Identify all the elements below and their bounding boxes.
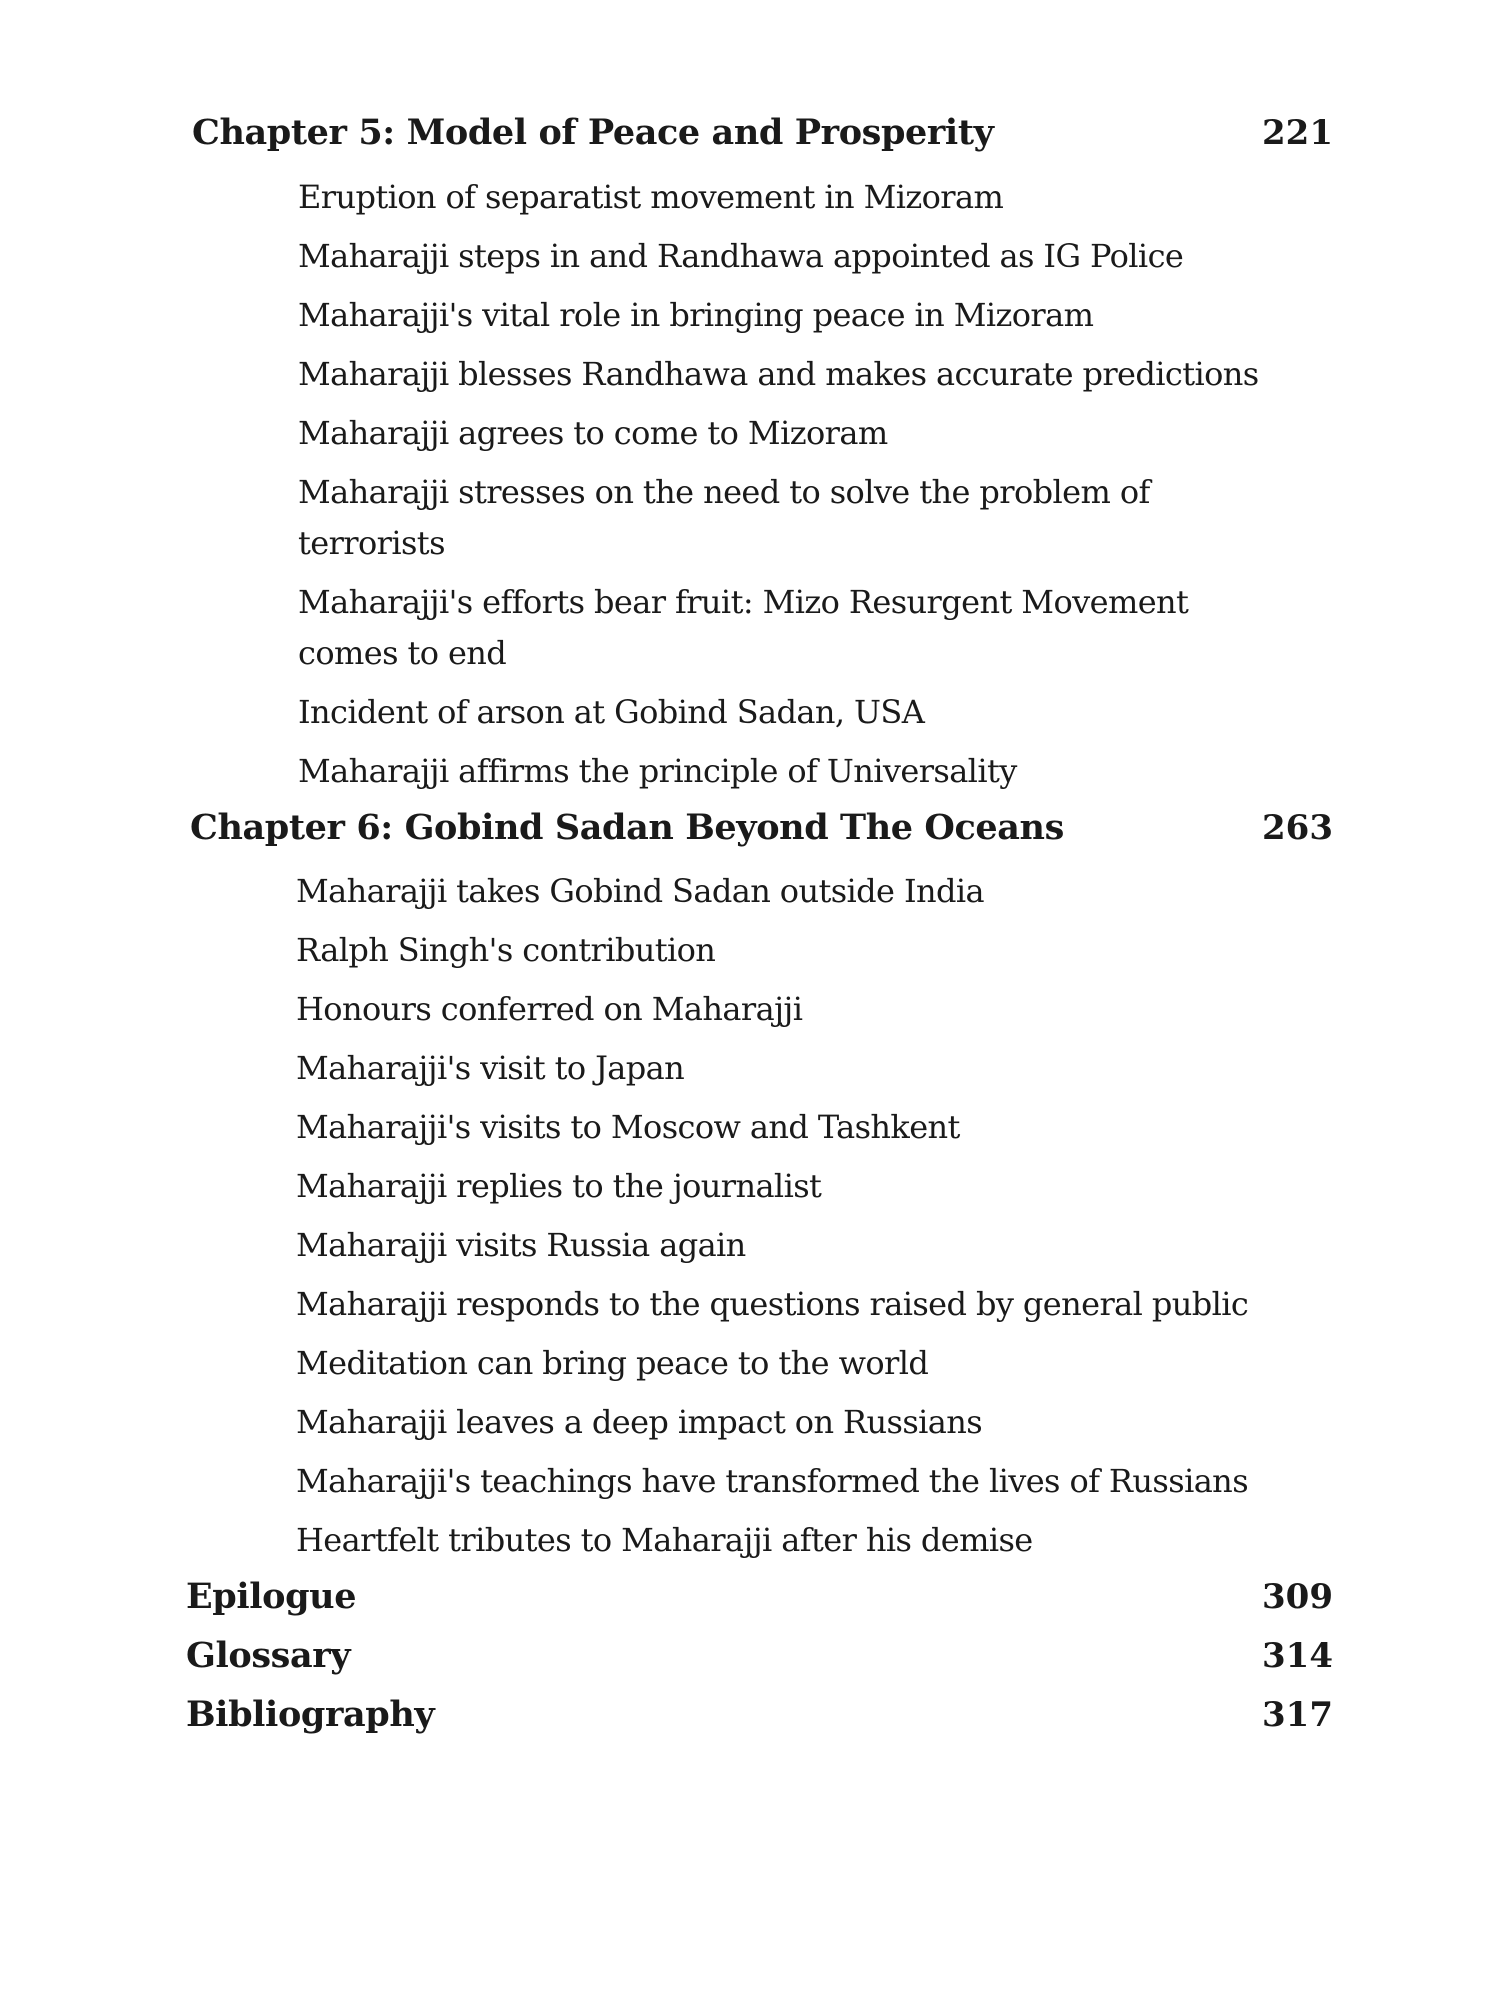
epilogue-page: 309 (1262, 1577, 1333, 1617)
glossary-page: 314 (1262, 1636, 1333, 1676)
toc-entry[interactable]: Maharajji steps in and Randhawa appointed as IG Police (298, 237, 1184, 275)
chapter-5-page: 221 (1262, 113, 1333, 153)
toc-entry[interactable]: Maharajji's teachings have transformed the lives of Russians (296, 1462, 1249, 1500)
toc-entry[interactable]: Maharajji's visit to Japan (296, 1049, 685, 1087)
toc-entry[interactable]: Maharajji responds to the questions raised by general public (296, 1285, 1249, 1323)
toc-entry[interactable]: Maharajji stresses on the need to solve the problem of terrorists (298, 473, 1150, 562)
toc-entry[interactable]: Maharajji's visits to Moscow and Tashkent (296, 1108, 960, 1146)
chapter-5-title[interactable]: Chapter 5: Model of Peace and Prosperity (192, 112, 994, 153)
toc-entry[interactable]: Maharajji visits Russia again (296, 1226, 746, 1264)
toc-entry[interactable]: Maharajji takes Gobind Sadan outside India (296, 872, 985, 910)
toc-entry[interactable]: Honours conferred on Maharajji (296, 990, 803, 1028)
toc-entry[interactable]: Meditation can bring peace to the world (296, 1344, 929, 1382)
bibliography-title[interactable]: Bibliography (186, 1694, 435, 1735)
toc-entry[interactable]: Heartfelt tributes to Maharajji after his demise (296, 1521, 1033, 1559)
chapter-6-title[interactable]: Chapter 6: Gobind Sadan Beyond The Oceans (190, 807, 1064, 848)
toc-entry[interactable]: Maharajji's vital role in bringing peace in Mizoram (298, 296, 1094, 334)
toc-entry[interactable]: Maharajji agrees to come to Mizoram (298, 414, 888, 452)
toc-entry[interactable]: Incident of arson at Gobind Sadan, USA (298, 693, 925, 731)
chapter-6-page: 263 (1262, 808, 1333, 848)
toc-entry[interactable]: Maharajji blesses Randhawa and makes accurate predictions (298, 355, 1259, 393)
bibliography-page: 317 (1262, 1695, 1333, 1735)
toc-entry[interactable]: Maharajji leaves a deep impact on Russians (296, 1403, 983, 1441)
toc-entry[interactable]: Maharajji replies to the journalist (296, 1167, 822, 1205)
toc-entry[interactable]: Eruption of separatist movement in Mizoram (298, 178, 1004, 216)
toc-entry[interactable]: Maharajji affirms the principle of Universality (298, 752, 1017, 790)
glossary-title[interactable]: Glossary (186, 1635, 351, 1676)
toc-entry[interactable]: Maharajji's efforts bear fruit: Mizo Resurgent Movement comes to end (298, 583, 1189, 672)
epilogue-title[interactable]: Epilogue (186, 1576, 357, 1617)
toc-entry[interactable]: Ralph Singh's contribution (296, 931, 716, 969)
